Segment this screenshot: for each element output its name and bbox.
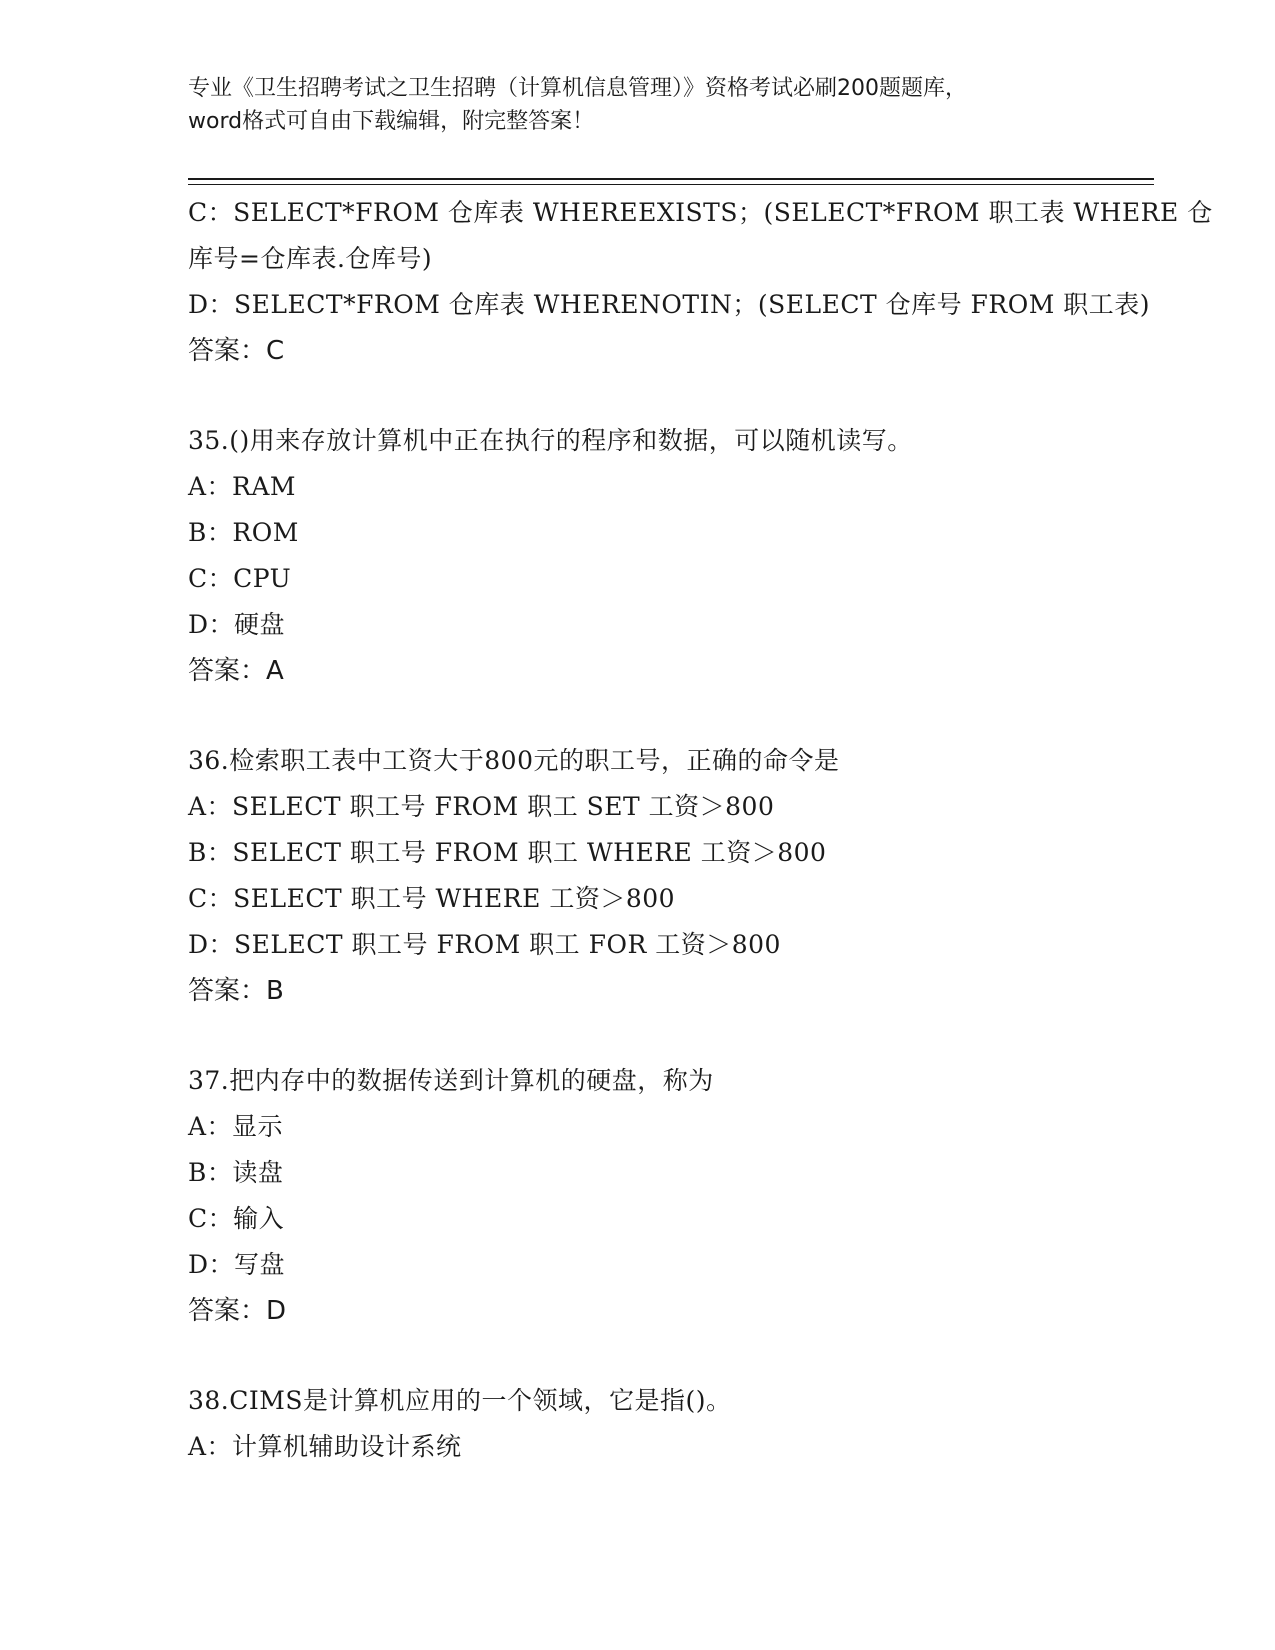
option-c-line-1: C：SELECT*FROM 仓库表 WHEREEXISTS；(SELECT*FROM 职工表 WHERE 仓: [188, 198, 1213, 227]
question-stem: 38.CIMS是计算机应用的一个领域，它是指()。: [188, 1386, 732, 1415]
option-d: D：SELECT*FROM 仓库表 WHERENOTIN；(SELECT 仓库号 FROM 职工表): [188, 290, 1150, 319]
answer-label: 答案：D: [188, 1296, 287, 1326]
question-38: [188, 1378, 1088, 1470]
header-rule-thick: [188, 178, 1154, 180]
option-a: A：RAM: [188, 472, 297, 501]
option-d: D：硬盘: [188, 610, 286, 639]
question-content: [188, 190, 1213, 1470]
question-36: [188, 738, 1088, 1014]
option-d: D：写盘: [188, 1250, 286, 1279]
header-rule-thin: [188, 184, 1154, 185]
document-header: [188, 72, 1088, 138]
header-title-line-2: word格式可自由下载编辑，附完整答案！: [188, 109, 595, 134]
question-37: [188, 1058, 1088, 1334]
option-c-line-2: 库号=仓库表.仓库号): [188, 244, 433, 273]
option-c: C：SELECT 职工号 WHERE 工资＞800: [188, 884, 676, 913]
answer-label: 答案：A: [188, 656, 284, 686]
question-stem: 35.()用来存放计算机中正在执行的程序和数据，可以随机读写。: [188, 426, 913, 455]
option-b: B：ROM: [188, 518, 299, 547]
option-a: A：计算机辅助设计系统: [188, 1432, 462, 1461]
option-c: C：CPU: [188, 564, 292, 593]
question-stem: 37.把内存中的数据传送到计算机的硬盘，称为: [188, 1066, 714, 1095]
option-d: D：SELECT 职工号 FROM 职工 FOR 工资＞800: [188, 930, 781, 959]
option-b: B：读盘: [188, 1158, 284, 1187]
option-b: B：SELECT 职工号 FROM 职工 WHERE 工资＞800: [188, 838, 827, 867]
option-c: C：输入: [188, 1204, 285, 1233]
question-35: [188, 418, 1088, 694]
option-a: A：显示: [188, 1112, 284, 1141]
question-34-continued: [188, 190, 1213, 374]
answer-label: 答案：B: [188, 976, 284, 1006]
answer-label: 答案：C: [188, 336, 285, 366]
option-a: A：SELECT 职工号 FROM 职工 SET 工资＞800: [188, 792, 775, 821]
question-stem: 36.检索职工表中工资大于800元的职工号，正确的命令是: [188, 746, 840, 775]
header-title-line-1: 专业《卫生招聘考试之卫生招聘（计算机信息管理）》资格考试必刷200题题库，: [188, 76, 967, 101]
